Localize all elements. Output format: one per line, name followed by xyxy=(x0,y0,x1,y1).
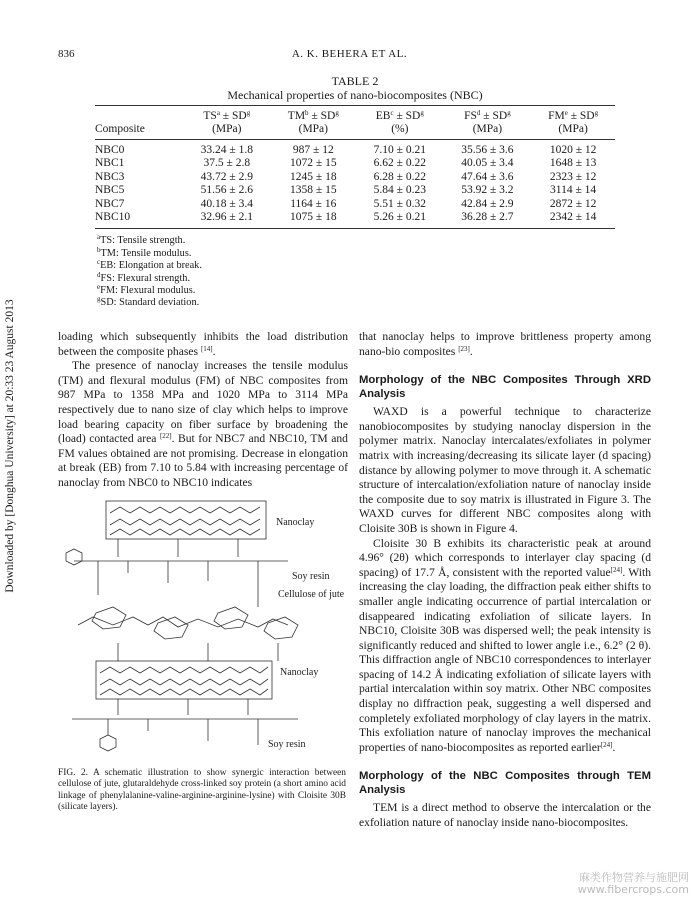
glucose-ring xyxy=(154,617,188,639)
column-header: $TS^a \pm SD^g$ (MPa) xyxy=(203,109,251,135)
footnote: $^e$FM: Flexural modulus. xyxy=(97,283,196,297)
table-cell: 1020 ± 12 xyxy=(549,144,597,156)
paragraph: loading which subsequently inhibits the load distribution between the composite phases [14]. xyxy=(58,330,348,358)
table-2 xyxy=(95,74,615,310)
table-cell: NBC0 xyxy=(95,144,125,156)
paragraph: Cloisite 30 B exhibits its characteristic peak at around 4.96° (2θ) which corresponds to interlayer clay spacing (d spacing) of 17.7 Å, consistent with the reported value[24]. With increasing the clay loading, the diffraction peak either shifts to smaller angle indicating occurrence of partial intercalation or disappeared indicating exfoliation of silicate layers. In NBC10, Cloisite 30B was dispersed well; the peak intensity is significantly reduced and shifted to lower angle i.e., 6.2° (2 θ). This diffraction angle of NBC10 correspondences to interlayer spacing of 14.2 Å indicating exfoliation of silicate layers with partial intercalation within soy matrix. Other NBC composites display no diffraction peak, suggesting a well dispersed and completely exfoliated morphology of clay layers in the matrix. This exfoliation nature of nanoclay improves the mechanical properties of nano-biocomposites as reported earlier[24]. xyxy=(359,536,652,754)
table-cell: 1164 ± 16 xyxy=(290,197,337,210)
footnote: $^c$EB: Elongation at break. xyxy=(97,258,202,272)
table-cell: NBC5 xyxy=(95,184,125,197)
citation: [22] xyxy=(159,432,172,441)
paragraph: that nanoclay helps to improve brittleness property among nano-bio composites [23]. xyxy=(359,330,651,358)
table-row xyxy=(95,211,615,229)
paragraph: TEM is a direct method to observe the intercalation or the exfoliation nature of nanoclay inside nano-biocomposites. xyxy=(359,801,651,830)
table-cell: 35.56 ± 3.6 xyxy=(461,144,514,156)
citation: [14] xyxy=(200,344,213,353)
table-cell: 6.28 ± 0.22 xyxy=(373,170,426,183)
table-cell: NBC1 xyxy=(95,157,125,170)
table-row xyxy=(95,140,615,158)
table-cell: 43.72 ± 2.9 xyxy=(200,170,253,183)
footnote: $^b$TM: Tensile modulus. xyxy=(97,245,192,259)
citation: [24] xyxy=(600,740,613,749)
figure-caption: FIG. 2. A schematic illustration to show synergic interaction between cellulose of jute, glutaraldehyde cross-linked soy protein (a short amino acid linkage of phenylalanine-valine-arginine-arginine-lysine) with Cloisite 30B (silicate layers). xyxy=(58,768,346,812)
footnote: $^a$TS: Tensile strength. xyxy=(97,233,186,247)
section-heading-xrd: Morphology of the NBC Composites Through XRD Analysis xyxy=(359,374,651,400)
section-heading-tem: Morphology of the NBC Composites through TEM Analysis xyxy=(359,770,651,796)
table-cell: 33.24 ± 1.8 xyxy=(200,144,253,156)
table-cell: NBC3 xyxy=(95,170,125,183)
column-header: Composite xyxy=(95,123,145,135)
glucose-ring xyxy=(264,617,298,639)
table-row xyxy=(95,184,615,197)
label-nanoclay-top: Nanoclay xyxy=(276,517,315,528)
table-cell: 987 ± 12 xyxy=(292,144,334,156)
phenyl-ring xyxy=(66,549,82,565)
table-cell: 5.51 ± 0.32 xyxy=(373,197,426,210)
watermark: 麻类作物营养与施肥网 www.fibercrops.com xyxy=(577,871,689,896)
table-cell: 1648 ± 13 xyxy=(549,157,597,170)
table-cell: 1358 ± 15 xyxy=(290,184,337,197)
right-column xyxy=(359,330,651,831)
column-header: $EB^c \pm SD^g$ (%) xyxy=(375,109,424,135)
table-caption: Mechanical properties of nano-biocomposites (NBC) xyxy=(227,88,483,102)
table-cell: 6.62 ± 0.22 xyxy=(373,157,426,170)
table-cell: 1072 ± 15 xyxy=(290,157,337,170)
table-cell: 40.18 ± 3.4 xyxy=(200,197,253,210)
schematic-diagram xyxy=(58,495,348,760)
paragraph: The presence of nanoclay increases the tensile modulus (TM) and flexural modulus (FM) of NBC composites from 987 MPa to 1358 MPa and 1020 MPa to 3114 MPa respectively due to nano size of clay which helps to improve load bearing capacity on fiber surface by broadening the (load) contacted area [22]. But for NBC7 and NBC10, TM and FM values obtained are not promising. Decrease in elongation at break (EB) from 7.10 to 5.84 with increasing percentage of nanoclay from NBC0 to NBC10 indicates xyxy=(58,359,348,489)
table-cell: 2872 ± 12 xyxy=(549,197,597,210)
table-cell: 40.05 ± 3.4 xyxy=(461,157,514,170)
table-cell: NBC10 xyxy=(95,211,131,224)
table-cell: 5.84 ± 0.23 xyxy=(373,184,426,197)
table-row xyxy=(95,198,615,211)
footnote: $^g$SD: Standard deviation. xyxy=(97,295,200,309)
table-cell: 37.5 ± 2.8 xyxy=(203,157,251,170)
table-cell: 42.84 ± 2.9 xyxy=(461,197,514,210)
mechanical-properties-table xyxy=(95,105,615,229)
table-cell: 51.56 ± 2.6 xyxy=(200,184,253,197)
footnote: $^d$FS: Flexural strength. xyxy=(97,270,191,284)
label-cellulose: Cellulose of jute xyxy=(278,589,345,600)
table-row xyxy=(95,171,615,184)
table-cell: 36.28 ± 2.7 xyxy=(461,211,514,224)
paragraph: WAXD is a powerful technique to characterize nanobiocomposites by studying nanoclay dispersion in the polymer matrix. Nanoclay intercalates/exfoliates in polymer matrix with increasing/decreasing its silicate layer (d spacing) distance by allowing polymer to move through it. A schematic structure of intercalation/exfoliation nature of nanoclay inside the composite due to soy matrix is illustrated in Figure 3. The WAXD curves for different NBC composites along with Cloisite 30B is shown in Figure 4. xyxy=(359,405,651,535)
glucose-ring xyxy=(92,607,126,629)
table-cell: 53.92 ± 3.2 xyxy=(461,184,514,197)
left-column xyxy=(58,330,348,491)
page-number: 836 xyxy=(58,48,75,60)
table-cell: 7.10 ± 0.21 xyxy=(373,144,426,156)
download-side-note: Downloaded by [Donghua University] at 20:33 23 August 2013 xyxy=(4,299,16,593)
table-cell: 47.64 ± 3.6 xyxy=(461,170,514,183)
table-footnotes xyxy=(95,235,615,309)
running-head: A. K. BEHERA ET AL. xyxy=(291,48,408,60)
table-cell: 3114 ± 14 xyxy=(550,184,597,197)
column-header: $TM^b \pm SD^g$ (MPa) xyxy=(287,109,339,135)
table-cell: 2323 ± 12 xyxy=(549,170,597,183)
figure-2-schematic xyxy=(58,495,348,760)
label-soy-resin-bottom: Soy resin xyxy=(268,739,306,750)
label-nanoclay-bottom: Nanoclay xyxy=(280,667,319,678)
table-cell: 5.26 ± 0.21 xyxy=(373,211,426,224)
citation: [24] xyxy=(610,565,623,574)
table-label: TABLE 2 xyxy=(331,74,379,88)
table-cell: 1245 ± 18 xyxy=(290,170,337,183)
table-row xyxy=(95,157,615,170)
citation: [23] xyxy=(458,344,470,353)
table-cell: 1075 ± 18 xyxy=(290,211,337,224)
column-header: $FS^d \pm SD^g$ (MPa) xyxy=(464,109,511,135)
column-header: $FM^e \pm SD^g$ (MPa) xyxy=(548,109,599,135)
table-cell: NBC7 xyxy=(95,197,125,210)
label-soy-resin-top: Soy resin xyxy=(292,571,330,582)
table-cell: 2342 ± 14 xyxy=(549,211,597,224)
table-cell: 32.96 ± 2.1 xyxy=(200,211,253,224)
glucose-ring xyxy=(214,607,248,629)
phenyl-ring xyxy=(100,735,116,751)
